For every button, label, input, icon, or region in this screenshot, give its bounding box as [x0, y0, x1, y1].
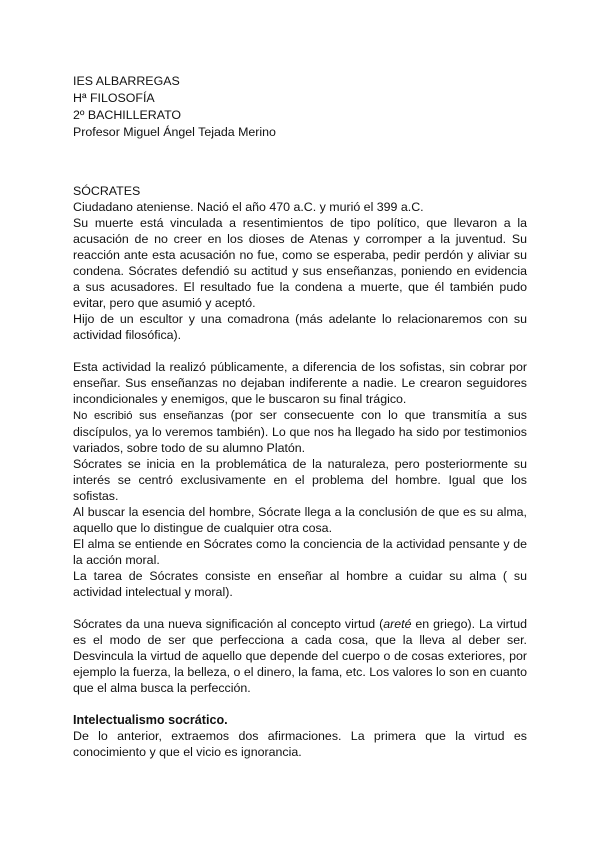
spacer: [73, 600, 527, 616]
no-writing-rest: (por ser consecuente con lo que transmitía a sus discípulos, ya lo veremos también). Lo que nos ha llegado ha sido por testimonios variados, sobre todo de su alumno Platón.: [73, 408, 527, 455]
paragraph-death: Su muerte está vinculada a resentimientos de tipo político, que llevaron a la acusación de no creer en los dioses de Atenas y corromper a la juventud. Su reacción ante esta acusación no fue, como se esperaba, pedir perdón y aliviar su condena. Sócrates defendió su actitud y sus enseñanzas, poniendo en evidencia a sus acusadores. El resultado fue la condena a muerte, que él también pudo evitar, pero que asumió y aceptó.: [73, 216, 527, 310]
paragraph-affirmations: De lo anterior, extraemos dos afirmaciones. La primera que la virtud es conocimiento y que el vicio es ignorancia.: [73, 729, 527, 759]
paragraph-soul-essence: Al buscar la esencia del hombre, Sócrate llega a la conclusión de que es su alma, aquello que lo distingue de cualquier otra cosa.: [73, 505, 527, 535]
arete-term: areté: [383, 617, 412, 631]
paragraph-virtue: [73, 616, 527, 696]
section-heading-intellectualism: Intelectualismo socrático.: [73, 713, 228, 727]
document-body: [73, 183, 527, 760]
paragraph-public-activity: Esta actividad la realizó públicamente, a diferencia de los sofistas, sin cobrar por enseñar. Sus enseñanzas no dejaban indiferente a nadie. Le crearon seguidores incondicionales y enemigos, que le buscaron su final trágico.: [73, 360, 527, 406]
paragraph-soul-conscience: El alma se entiende en Sócrates como la conciencia de la actividad pensante y de la acción moral.: [73, 537, 527, 567]
no-writing-lead: No escribió sus enseñanzas: [73, 410, 224, 422]
paragraph-parents: Hijo de un escultor y una comadrona (más adelante lo relacionaremos con su actividad filosófica).: [73, 312, 527, 342]
document-header: [73, 73, 533, 141]
subject-name: Hª FILOSOFÍA: [73, 91, 155, 105]
school-name: IES ALBARREGAS: [73, 74, 180, 88]
virtue-text-a: Sócrates da una nueva significación al concepto virtud (: [73, 617, 384, 631]
spacer: [73, 343, 527, 359]
paragraph-care-soul: La tarea de Sócrates consiste en enseñar al hombre a cuidar su alma ( su actividad intelectual y moral).: [73, 569, 527, 599]
virtue-text-b: en griego). La virtud es el modo de ser que perfecciona a cada cosa, que la lleva al deber ser. Desvincula la virtud de aquello que depende del cuerpo o de cosas exteriores, por ejemplo la fuerza, la belleza, o el dinero, la fama, etc. Los valores lo son en cuanto que el alma busca la perfección.: [73, 617, 527, 695]
section-title: SÓCRATES: [73, 184, 141, 198]
spacer: [73, 696, 527, 712]
course-name: 2º BACHILLERATO: [73, 108, 182, 122]
paragraph-birth-death: Ciudadano ateniense. Nació el año 470 a.C. y murió el 399 a.C.: [73, 200, 424, 214]
paragraph-nature-to-man: Sócrates se inicia en la problemática de la naturaleza, pero posteriormente su interés se centró exclusivamente en el problema del hombre. Igual que los sofistas.: [73, 457, 527, 503]
teacher-name: Profesor Miguel Ángel Tejada Merino: [73, 125, 276, 139]
paragraph-no-writing: [73, 407, 527, 456]
